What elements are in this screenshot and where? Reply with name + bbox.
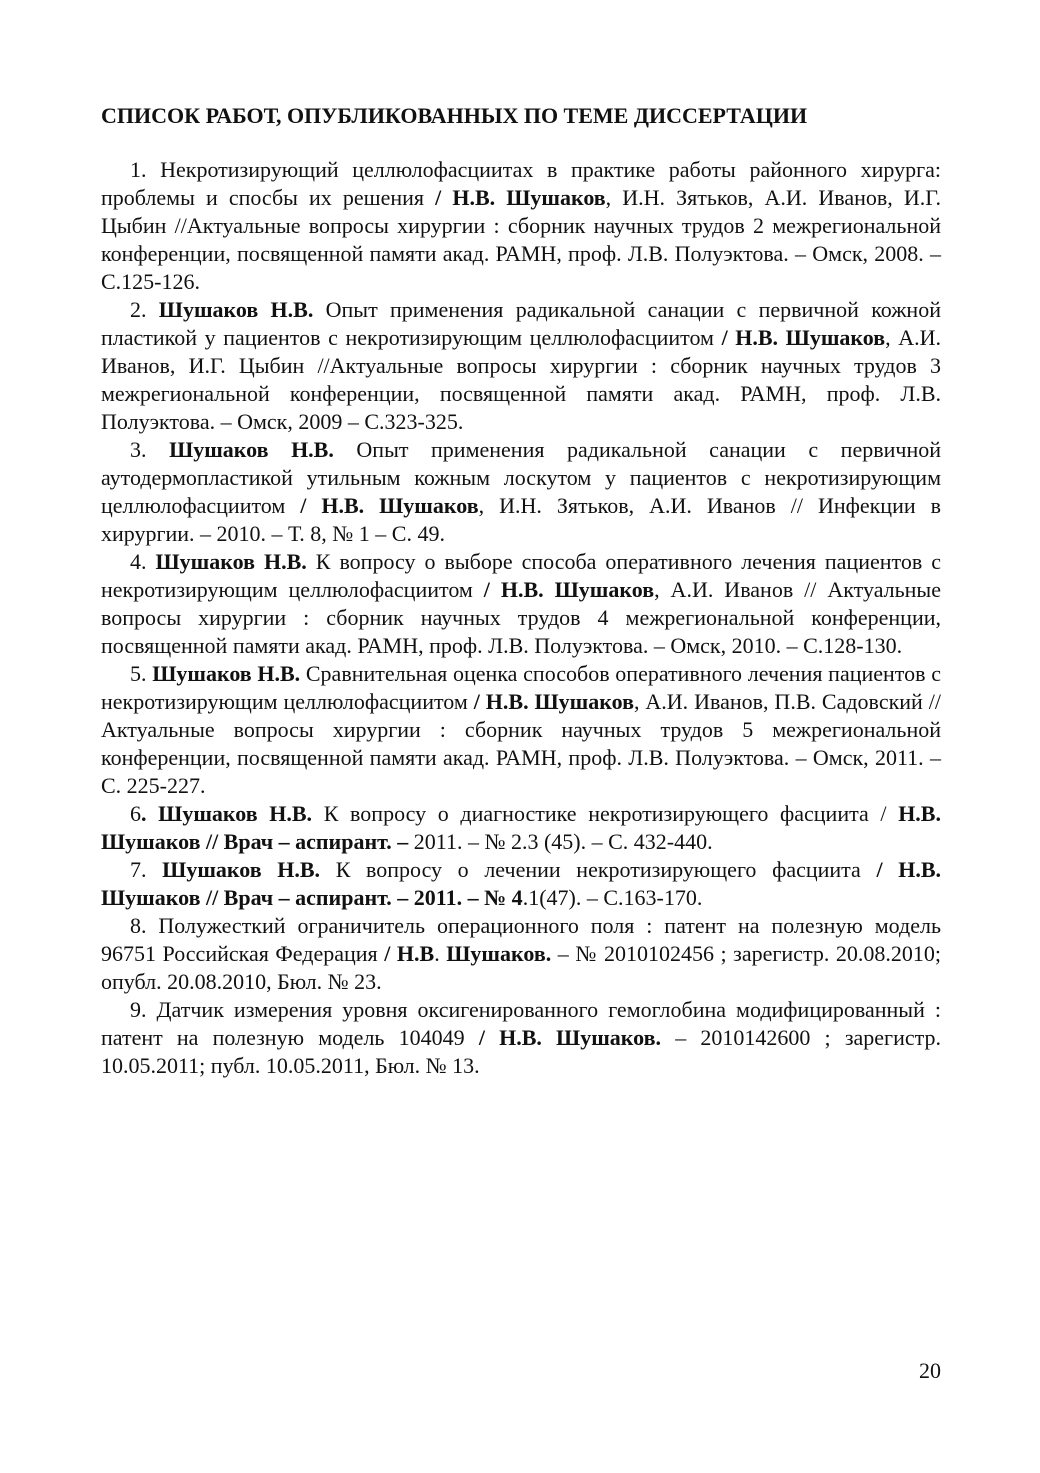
reference-item bbox=[101, 156, 941, 296]
reference-bold-text: Н.В. Шушаков // Врач – аспирант. – bbox=[101, 801, 941, 854]
reference-item bbox=[101, 436, 941, 548]
reference-bold-text: / Н.В bbox=[384, 941, 435, 966]
reference-text: 8. Полужесткий ограничитель операционного поля : патент на полезную модель 96751 Российская Федерация bbox=[101, 913, 941, 966]
reference-item bbox=[101, 548, 941, 660]
reference-bold-text: / Н.В. Шушаков bbox=[721, 325, 886, 350]
reference-bold-text: / Н.В. Шушаков. bbox=[478, 1025, 662, 1050]
reference-list bbox=[101, 156, 941, 1080]
reference-item bbox=[101, 296, 941, 436]
reference-bold-text: Шушаков Н.В. bbox=[158, 297, 314, 322]
reference-text: 2. bbox=[130, 297, 159, 322]
reference-text: 3. bbox=[130, 437, 170, 462]
reference-item bbox=[101, 800, 941, 856]
reference-text: 6 bbox=[130, 801, 141, 826]
reference-text: Сравнительная оценка способов оперативного лечения пациентов с некротизирующим целлюлофасциитом bbox=[101, 661, 941, 714]
reference-text: К вопросу о выборе способа оперативного лечения пациентов с некротизирующим целлюлофасциитом bbox=[101, 549, 941, 602]
reference-text: Опыт применения радикальной санации с первичной кожной пластикой у пациентов с некротизирующим целлюлофасциитом bbox=[101, 297, 941, 350]
reference-text: , А.И. Иванов, П.В. Садовский // Актуальные вопросы хирургии : сборник научных трудов 5 межрегиональной конференции, посвященной памяти акад. РАМН, проф. Л.В. Полуэктова. – Омск, 2011. – С. 225-227. bbox=[101, 689, 941, 798]
reference-bold-text: / Н.В. Шушаков bbox=[473, 689, 634, 714]
reference-text: 1. Некротизирующий целлюлофасциитах в практике работы районного хирурга: проблемы и спосбы их решения bbox=[101, 157, 941, 210]
reference-item bbox=[101, 996, 941, 1080]
reference-bold-text: Шушаков. bbox=[446, 941, 552, 966]
reference-text: 4. bbox=[130, 549, 156, 574]
reference-text: – 2010142600 ; зарегистр. 10.05.2011; публ. 10.05.2011, Бюл. № 13. bbox=[101, 1025, 941, 1078]
reference-text: 2011. – № 2.3 (45). – С. 432-440. bbox=[408, 829, 713, 854]
reference-bold-text: Шушаков Н.В. bbox=[162, 857, 321, 882]
reference-bold-text: Шушаков Н.В. bbox=[152, 661, 301, 686]
reference-text: . bbox=[434, 941, 447, 966]
page-title: СПИСОК РАБОТ, ОПУБЛИКОВАННЫХ ПО ТЕМЕ ДИССЕРТАЦИИ bbox=[101, 103, 808, 128]
reference-text: 7. bbox=[130, 857, 163, 882]
reference-text: , И.Н. Зятьков, А.И. Иванов, И.Г. Цыбин //Актуальные вопросы хирургии : сборник научных трудов 2 межрегиональной конференции, посвященной памяти акад. РАМН, проф. Л.В. Полуэктова. – Омск, 2008. – С.125-126. bbox=[101, 185, 941, 294]
reference-text: , А.И. Иванов, И.Г. Цыбин //Актуальные вопросы хирургии : сборник научных трудов 3 межрегиональной конференции, посвященной памяти акад. РАМН, проф. Л.В. Полуэктова. – Омск, 2009 – С.323-325. bbox=[101, 325, 941, 434]
reference-text: , А.И. Иванов // Актуальные вопросы хирургии : сборник научных трудов 4 межрегиональной конференции, посвященной памяти акад. РАМН, проф. Л.В. Полуэктова. – Омск, 2010. – С.128-130. bbox=[101, 577, 941, 658]
reference-text: Опыт применения радикальной санации с первичной аутодермопластикой утильным кожным лоскутом у пациентов с некротизирующим целлюлофасциитом bbox=[101, 437, 941, 518]
reference-bold-text: . Шушаков Н.В. bbox=[141, 801, 313, 826]
reference-text: 9. Датчик измерения уровня оксигенированного гемоглобина модифицированный : патент на полезную модель 104049 bbox=[101, 997, 941, 1050]
reference-text: – № 2010102456 ; зарегистр. 20.08.2010; опубл. 20.08.2010, Бюл. № 23. bbox=[101, 941, 941, 994]
reference-text: 5. bbox=[130, 661, 153, 686]
reference-item bbox=[101, 912, 941, 996]
page-number: 20 bbox=[919, 1358, 941, 1383]
reference-bold-text: Шушаков Н.В. bbox=[155, 549, 307, 574]
reference-text: , И.Н. Зятьков, А.И. Иванов // Инфекции в хирургии. – 2010. – Т. 8, № 1 – С. 49. bbox=[101, 493, 941, 546]
reference-bold-text: / Н.В. Шушаков bbox=[435, 185, 606, 210]
reference-text: К вопросу о диагностике некротизирующего фасциита / bbox=[312, 801, 899, 826]
reference-item bbox=[101, 660, 941, 800]
reference-bold-text: Шушаков Н.В. bbox=[169, 437, 334, 462]
reference-bold-text: / Н.В. Шушаков bbox=[300, 493, 479, 518]
reference-bold-text: / Н.В. Шушаков bbox=[483, 577, 655, 602]
reference-text: .1(47). – С.163-170. bbox=[522, 885, 703, 910]
reference-bold-text: / Н.В. Шушаков // Врач – аспирант. – 2011. – № 4 bbox=[101, 857, 942, 910]
reference-text: К вопросу о лечении некротизирующего фасциита bbox=[320, 857, 877, 882]
reference-item bbox=[101, 856, 941, 912]
